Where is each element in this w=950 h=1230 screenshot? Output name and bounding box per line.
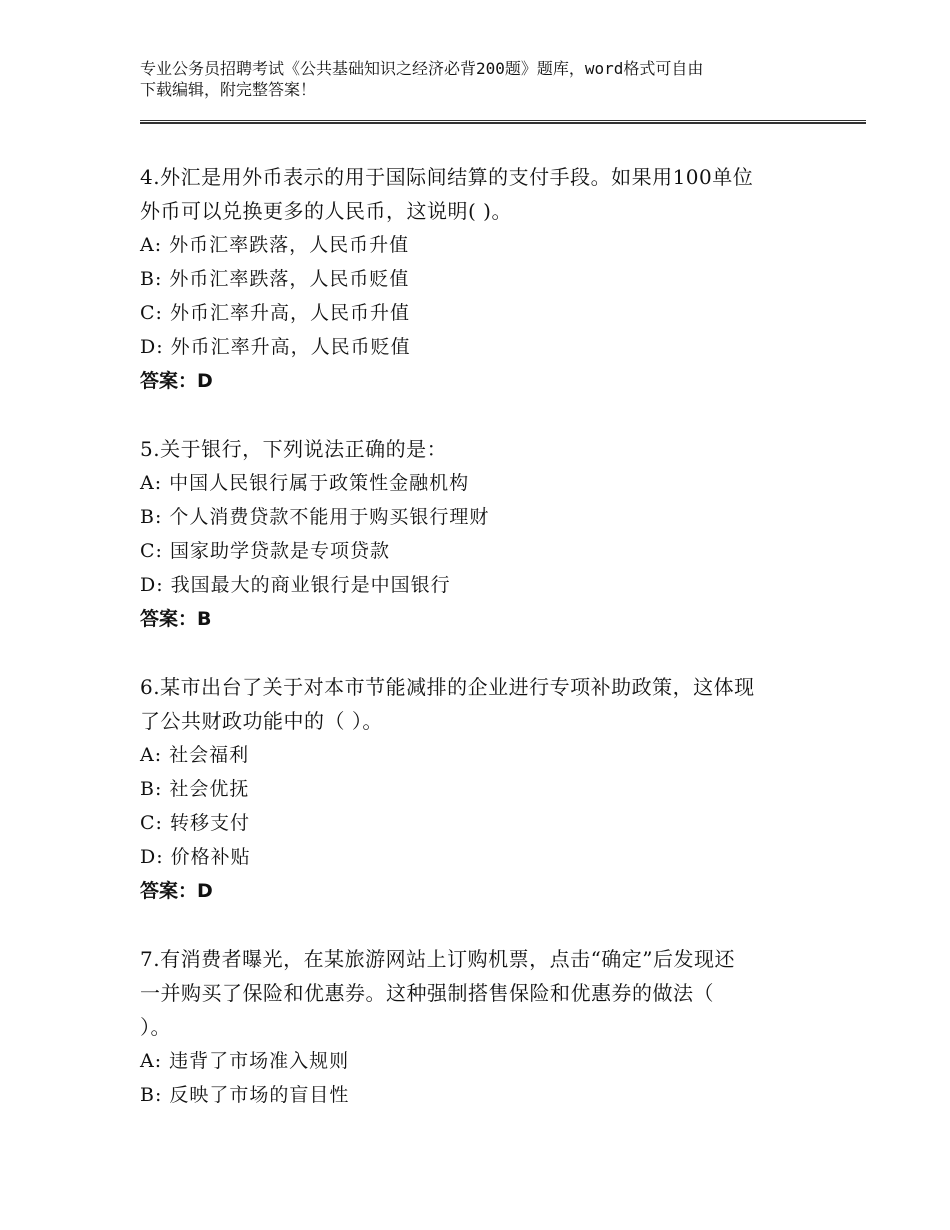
option-c: C: 转移支付 — [140, 812, 250, 834]
option-a: A: 中国人民银行属于政策性金融机构 — [140, 472, 470, 494]
answer-label: 答案：D — [140, 880, 213, 902]
option-b: B: 外币汇率跌落，人民币贬值 — [140, 268, 410, 290]
option-a: A: 违背了市场准入规则 — [140, 1050, 350, 1072]
header-line-1: 专业公务员招聘考试《公共基础知识之经济必背200题》题库，word格式可自由 — [140, 59, 704, 78]
question-stem: ）。 — [140, 1015, 171, 1039]
question-stem: 4.外汇是用外币表示的用于国际间结算的支付手段。如果用100单位 — [140, 165, 754, 189]
option-a: A: 社会福利 — [140, 744, 250, 766]
answer-label: 答案：D — [140, 370, 213, 392]
question-7 — [140, 942, 800, 1112]
option-d: D: 我国最大的商业银行是中国银行 — [140, 574, 451, 596]
option-b: B: 社会优抚 — [140, 778, 250, 800]
question-stem: 了公共财政功能中的（ ）。 — [140, 709, 383, 733]
header-line-2: 下载编辑，附完整答案！ — [140, 80, 317, 99]
question-stem: 一并购买了保险和优惠券。这种强制搭售保险和优惠券的做法（ — [140, 981, 714, 1005]
question-stem: 外币可以兑换更多的人民币，这说明( )。 — [140, 199, 512, 223]
question-list — [140, 160, 800, 1146]
option-b: B: 反映了市场的盲目性 — [140, 1084, 350, 1106]
header-divider — [140, 120, 866, 125]
question-4 — [140, 160, 800, 398]
question-stem: 6.某市出台了关于对本市节能减排的企业进行专项补助政策，这体现 — [140, 675, 755, 699]
question-5 — [140, 432, 800, 636]
option-d: D: 价格补贴 — [140, 846, 251, 868]
question-6 — [140, 670, 800, 908]
option-a: A: 外币汇率跌落，人民币升值 — [140, 234, 410, 256]
option-b: B: 个人消费贷款不能用于购买银行理财 — [140, 506, 490, 528]
option-d: D: 外币汇率升高，人民币贬值 — [140, 336, 411, 358]
question-stem: 7.有消费者曝光，在某旅游网站上订购机票，点击“确定”后发现还 — [140, 947, 736, 971]
answer-label: 答案：B — [140, 608, 212, 630]
option-c: C: 国家助学贷款是专项贷款 — [140, 540, 390, 562]
question-stem: 5.关于银行，下列说法正确的是： — [140, 437, 448, 461]
option-c: C: 外币汇率升高，人民币升值 — [140, 302, 410, 324]
document-header — [140, 58, 830, 100]
